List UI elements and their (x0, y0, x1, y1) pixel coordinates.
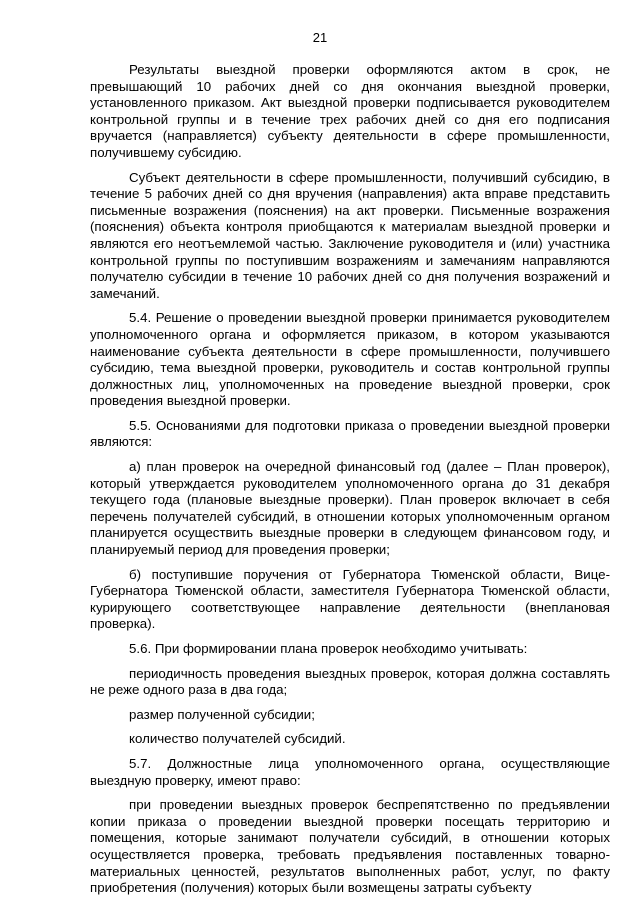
page-number: 21 (312, 30, 328, 45)
paragraph-rights: при проведении выездных проверок беспрепятственно по предъявлении копии приказа о проведении выездной проверки посещать территорию и помещения, которые занимают получатели субсидий, в отношении которых осуществляется проверка, требовать предъявления поставленных товарно-материальных ценностей, результатов выполненных работ, услуг, по факту приобретения (получения) которых были возмещены затраты субъекту (90, 797, 610, 896)
paragraph-5-5-a: а) план проверок на очередной финансовый год (далее – План проверок), который утверждается руководителем уполномоченного органа до 31 декабря текущего года (плановые выездные проверки). План проверок включает в себя перечень получателей субсидий, в отношении которых уполномоченным органом планируется осуществить выездные проверки в следующем финансовом году, и планируемый период для проведения проверки; (90, 459, 610, 558)
paragraph-recipients-count: количество получателей субсидий. (129, 731, 346, 747)
paragraph-subsidy-size: размер полученной субсидии; (129, 706, 315, 722)
paragraph-act-results: Результаты выездной проверки оформляются актом в срок, не превышающий 10 рабочих дней со дня окончания выездной проверки, установленного приказом. Акт выездной проверки подписывается руководителем контрольной группы и в течение трех рабочих дней со дня его подписания вручается (направляется) субъекту деятельности в сфере промышленности, получившему субсидию. (90, 62, 610, 160)
paragraph-5-5-b: б) поступившие поручения от Губернатора Тюменской области, Вице-Губернатора Тюменской области, заместителя Губернатора Тюменской области, курирующего соответствующее направление деятельности (внеплановая проверка). (90, 566, 610, 632)
paragraph-objections: Субъект деятельности в сфере промышленности, получивший субсидию, в течение 5 рабочих дней со дня вручения (направления) акта вправе представить письменные возражения (пояснения) на акт проверки. Письменные возражения (пояснения) объекта контроля приобщаются к материалам выездной проверки и являются его неотъемлемой частью. Заключение руководителя и (или) участника контрольной группы по поступившим возражениям и замечаниям направляются получателю субсидии в течение 10 рабочих дней со дня получения возражений и замечаний. (90, 169, 610, 301)
paragraph-5-4: 5.4. Решение о проведении выездной проверки принимается руководителем уполномоченного органа и оформляется приказом, в котором указываются наименование субъекта деятельности в сфере промышленности, получившего субсидию, тема выездной проверки, руководитель и состав контрольной группы должностных лиц, уполномоченных на проведение выездной проверки, срок проведения выездной проверки. (90, 310, 610, 409)
paragraph-periodicity: периодичность проведения выездных проверок, которая должна составлять не реже одного раза в два года; (90, 665, 610, 698)
paragraph-5-6: 5.6. При формировании плана проверок необходимо учитывать: (129, 641, 528, 656)
paragraph-5-5: 5.5. Основаниями для подготовки приказа о проведении выездной проверки являются: (90, 417, 610, 450)
document-body (90, 62, 610, 905)
paragraph-5-7: 5.7. Должностные лица уполномоченного органа, осуществляющие выездную проверку, имеют право: (90, 755, 610, 788)
